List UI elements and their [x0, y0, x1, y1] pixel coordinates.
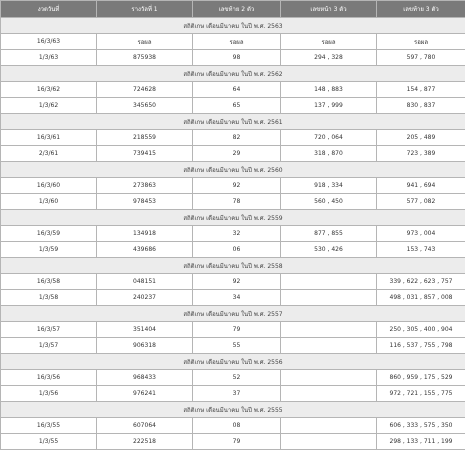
cell-prize1: 273863 — [97, 178, 193, 194]
cell-last2: 92 — [193, 178, 281, 194]
table-row — [1, 322, 465, 338]
cell-first3: 720 , 064 — [281, 130, 377, 146]
section-title: สถิติเกษ เดือนมีนาคม ในปี พ.ศ. 2555 — [1, 402, 465, 418]
cell-last2: 92 — [193, 274, 281, 290]
cell-last3: 250 , 305 , 400 , 904 — [377, 322, 465, 338]
header-date: งวดวันที่ — [1, 1, 97, 18]
table-row — [1, 434, 465, 450]
table-row — [1, 50, 465, 66]
cell-prize1: 240237 — [97, 290, 193, 306]
section-header-row — [1, 258, 465, 274]
cell-prize1: 439686 — [97, 242, 193, 258]
section-title: สถิติเกษ เดือนมีนาคม ในปี พ.ศ. 2559 — [1, 210, 465, 226]
cell-last3: 153 , 743 — [377, 242, 465, 258]
cell-last3: 723 , 389 — [377, 146, 465, 162]
cell-date: 16/3/58 — [1, 274, 97, 290]
cell-last3: รอผล — [377, 34, 465, 50]
table-row — [1, 418, 465, 434]
header-first3: เลขหน้า 3 ตัว — [281, 1, 377, 18]
cell-last3: 972 , 721 , 155 , 775 — [377, 386, 465, 402]
cell-date: 1/3/62 — [1, 98, 97, 114]
cell-last3: 116 , 537 , 755 , 798 — [377, 338, 465, 354]
section-header-row — [1, 306, 465, 322]
cell-last2: 98 — [193, 50, 281, 66]
header-prize1: รางวัลที่ 1 — [97, 1, 193, 18]
cell-date: 2/3/61 — [1, 146, 97, 162]
section-header-row — [1, 18, 465, 34]
table-row — [1, 146, 465, 162]
section-header-row — [1, 162, 465, 178]
cell-first3 — [281, 370, 377, 386]
cell-last3: 606 , 333 , 575 , 350 — [377, 418, 465, 434]
cell-last2: รอผล — [193, 34, 281, 50]
table-row — [1, 226, 465, 242]
table-row — [1, 290, 465, 306]
table-row — [1, 98, 465, 114]
section-header-row — [1, 114, 465, 130]
cell-date: 16/3/63 — [1, 34, 97, 50]
section-title: สถิติเกษ เดือนมีนาคม ในปี พ.ศ. 2558 — [1, 258, 465, 274]
cell-last2: 79 — [193, 322, 281, 338]
section-header-row — [1, 66, 465, 82]
cell-last2: 52 — [193, 370, 281, 386]
cell-date: 1/3/57 — [1, 338, 97, 354]
cell-first3 — [281, 290, 377, 306]
cell-prize1: 978453 — [97, 194, 193, 210]
cell-last2: 06 — [193, 242, 281, 258]
cell-date: 16/3/55 — [1, 418, 97, 434]
cell-last3: 154 , 877 — [377, 82, 465, 98]
section-title: สถิติเกษ เดือนมีนาคม ในปี พ.ศ. 2557 — [1, 306, 465, 322]
cell-first3: 877 , 855 — [281, 226, 377, 242]
cell-last3: 830 , 837 — [377, 98, 465, 114]
section-header-row — [1, 402, 465, 418]
cell-date: 16/3/59 — [1, 226, 97, 242]
cell-prize1: 134918 — [97, 226, 193, 242]
cell-first3: 918 , 334 — [281, 178, 377, 194]
table-row — [1, 194, 465, 210]
cell-first3: 318 , 870 — [281, 146, 377, 162]
cell-last2: 37 — [193, 386, 281, 402]
cell-prize1: 739415 — [97, 146, 193, 162]
cell-first3: 137 , 999 — [281, 98, 377, 114]
table-row — [1, 338, 465, 354]
cell-prize1: 875938 — [97, 50, 193, 66]
section-header-row — [1, 354, 465, 370]
cell-first3 — [281, 322, 377, 338]
section-title: สถิติเกษ เดือนมีนาคม ในปี พ.ศ. 2560 — [1, 162, 465, 178]
cell-first3 — [281, 386, 377, 402]
cell-date: 16/3/60 — [1, 178, 97, 194]
cell-last3: 973 , 004 — [377, 226, 465, 242]
cell-last2: 65 — [193, 98, 281, 114]
cell-prize1: 048151 — [97, 274, 193, 290]
cell-first3: 148 , 883 — [281, 82, 377, 98]
cell-date: 1/3/59 — [1, 242, 97, 258]
cell-first3 — [281, 338, 377, 354]
cell-date: 16/3/57 — [1, 322, 97, 338]
cell-first3 — [281, 418, 377, 434]
cell-last2: 82 — [193, 130, 281, 146]
table-row — [1, 386, 465, 402]
cell-last2: 08 — [193, 418, 281, 434]
cell-date: 16/3/61 — [1, 130, 97, 146]
cell-last2: 79 — [193, 434, 281, 450]
cell-prize1: 976241 — [97, 386, 193, 402]
table-row — [1, 274, 465, 290]
cell-date: 1/3/63 — [1, 50, 97, 66]
table-row — [1, 82, 465, 98]
cell-last3: 577 , 082 — [377, 194, 465, 210]
cell-last2: 64 — [193, 82, 281, 98]
cell-last2: 78 — [193, 194, 281, 210]
header-last2: เลขท้าย 2 ตัว — [193, 1, 281, 18]
cell-last3: 597 , 780 — [377, 50, 465, 66]
cell-last3: 941 , 694 — [377, 178, 465, 194]
cell-first3: 530 , 426 — [281, 242, 377, 258]
section-header-row — [1, 210, 465, 226]
cell-prize1: 345650 — [97, 98, 193, 114]
cell-last3: 498 , 031 , 857 , 008 — [377, 290, 465, 306]
cell-first3 — [281, 434, 377, 450]
cell-last2: 34 — [193, 290, 281, 306]
cell-prize1: 218559 — [97, 130, 193, 146]
cell-last3: 298 , 133 , 711 , 199 — [377, 434, 465, 450]
table-row — [1, 370, 465, 386]
cell-prize1: รอผล — [97, 34, 193, 50]
table-body — [1, 18, 465, 450]
cell-date: 1/3/55 — [1, 434, 97, 450]
table-row — [1, 178, 465, 194]
cell-prize1: 222518 — [97, 434, 193, 450]
cell-prize1: 724628 — [97, 82, 193, 98]
table-header-row — [1, 1, 465, 18]
section-title: สถิติเกษ เดือนมีนาคม ในปี พ.ศ. 2556 — [1, 354, 465, 370]
cell-date: 1/3/56 — [1, 386, 97, 402]
cell-first3: 294 , 328 — [281, 50, 377, 66]
header-last3: เลขท้าย 3 ตัว — [377, 1, 465, 18]
cell-last3: 860 , 959 , 175 , 529 — [377, 370, 465, 386]
cell-last2: 29 — [193, 146, 281, 162]
cell-date: 16/3/56 — [1, 370, 97, 386]
table-row — [1, 34, 465, 50]
cell-last3: 205 , 489 — [377, 130, 465, 146]
cell-last3: 339 , 622 , 623 , 757 — [377, 274, 465, 290]
cell-date: 16/3/62 — [1, 82, 97, 98]
table-row — [1, 130, 465, 146]
cell-prize1: 906318 — [97, 338, 193, 354]
section-title: สถิติเกษ เดือนมีนาคม ในปี พ.ศ. 2562 — [1, 66, 465, 82]
section-title: สถิติเกษ เดือนมีนาคม ในปี พ.ศ. 2563 — [1, 18, 465, 34]
cell-date: 1/3/58 — [1, 290, 97, 306]
cell-date: 1/3/60 — [1, 194, 97, 210]
cell-last2: 55 — [193, 338, 281, 354]
cell-first3: รอผล — [281, 34, 377, 50]
cell-prize1: 607064 — [97, 418, 193, 434]
cell-first3 — [281, 274, 377, 290]
cell-last2: 32 — [193, 226, 281, 242]
table-row — [1, 242, 465, 258]
section-title: สถิติเกษ เดือนมีนาคม ในปี พ.ศ. 2561 — [1, 114, 465, 130]
cell-prize1: 968433 — [97, 370, 193, 386]
cell-prize1: 351404 — [97, 322, 193, 338]
cell-first3: 560 , 450 — [281, 194, 377, 210]
